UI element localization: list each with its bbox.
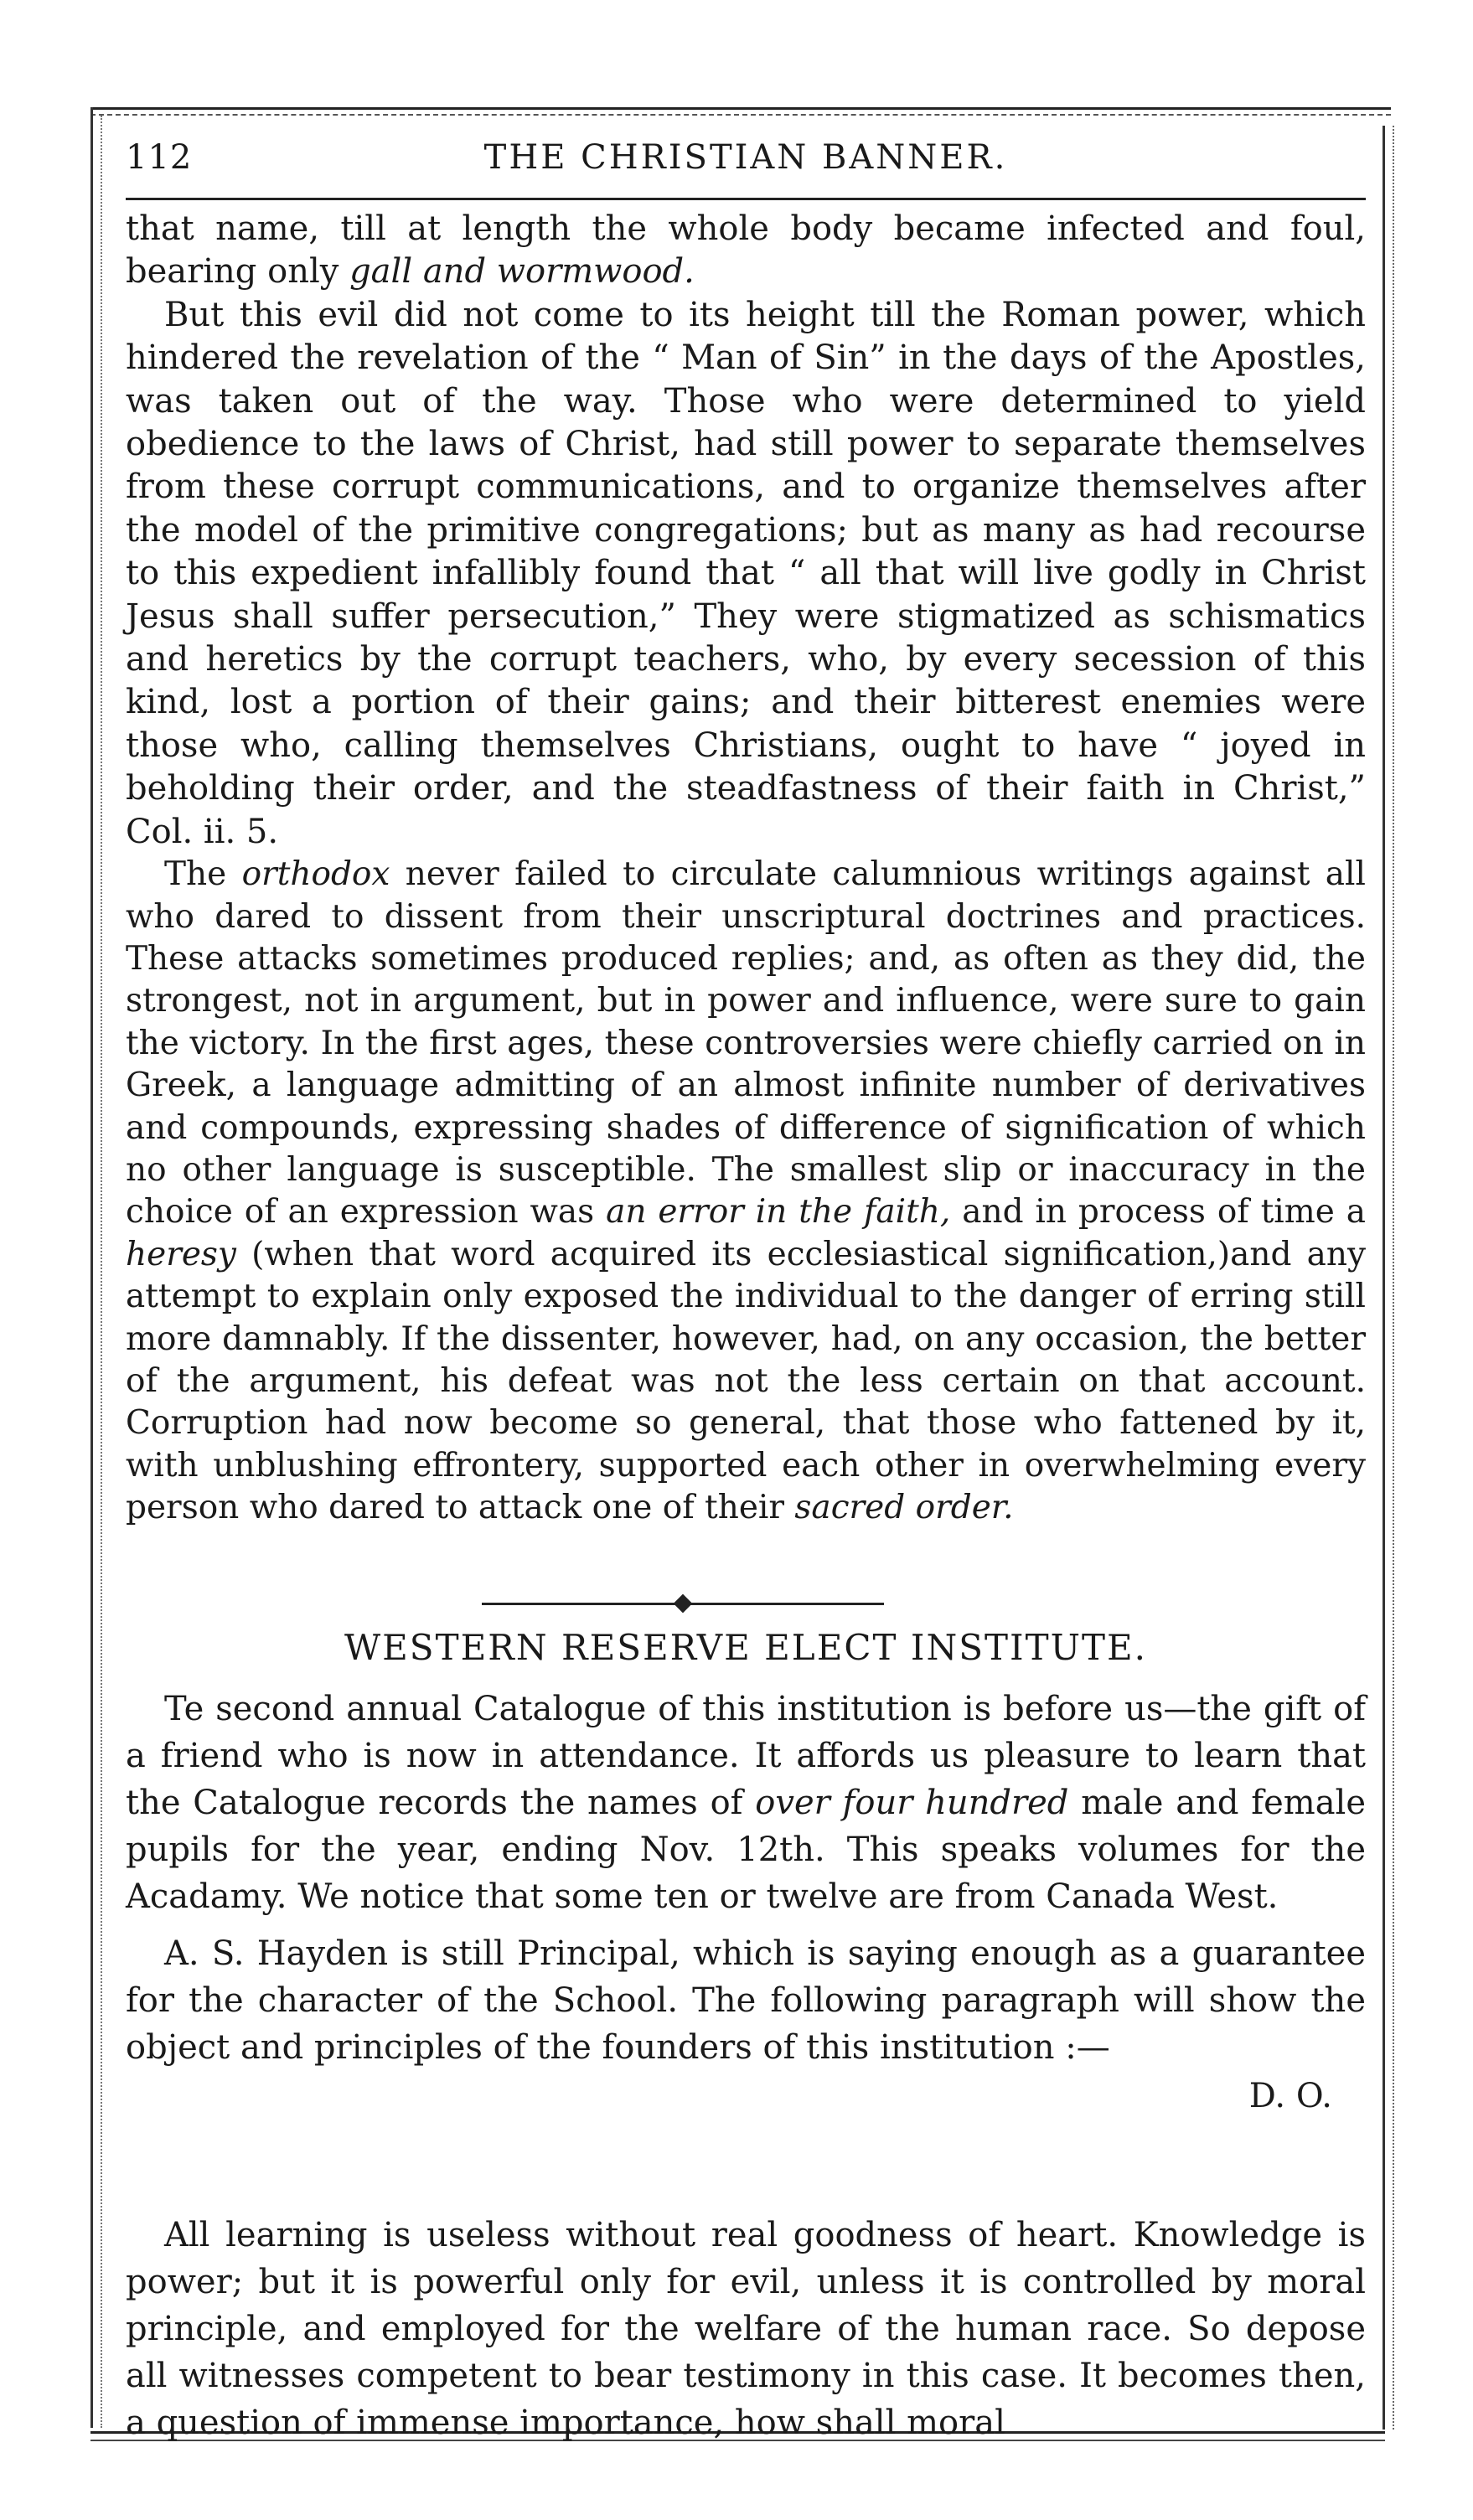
italic-run: gall and wormwood. — [349, 252, 695, 292]
paragraph-catalogue — [126, 1686, 1366, 1920]
divider-diamond — [674, 1594, 693, 1614]
frame-rule-left — [90, 107, 93, 2428]
article-body — [126, 1686, 1366, 2120]
text-run: that name, till at length the whole body became infected and foul, bearing only — [126, 209, 1366, 292]
frame-rule-top-dashed — [90, 114, 1391, 116]
paragraph-principal: A. S. Hayden is still Principal, which is saying enough as a guarantee for the character of the School. The following paragraph will show the object and principles of the founders of this institution :— — [126, 1934, 1366, 2067]
frame-rule-right-dotted — [1393, 126, 1394, 2430]
paragraph-orthodox — [126, 854, 1366, 1530]
italic-run: over four hundred — [755, 1784, 1069, 1822]
paragraph-roman-power: But this evil did not come to its height till the Roman power, which hindered the revelation of the “ Man of Sin” in the days of the Apostles, was taken out of the way. Those who were determined to yield obedience to the laws of Christ, had still power to separate themselves from these corrupt communications, and to organize themselves after the model of the primitive congregations; but as many as had recourse to this expedient infallibly found that “ all that will live godly in Christ Jesus shall suffer persecution,” They were stigmatized as schismatics and heretics by the corrupt teachers, who, by every secession of this kind, lost a portion of their gains; and their bitterest enemies were those who, calling themselves Christians, ought to have “ joyed in beholding their order, and the steadfastness of their faith in Christ,” Col. ii. 5. — [126, 295, 1366, 851]
text-run: (when that word acquired its ecclesiastical signification,)and any attempt to explain only exposed the individual to the danger of erring still more damnably. If the dissenter, however, had, on any occasion, the better of the argument, his defeat was not the less certain on that account. Corruption had now become so general, that those who fattened by it, with unblushing effrontery, supported each other in overwhelming every person who dared to attack one of their — [126, 1235, 1366, 1527]
italic-run: an error in the faith, — [606, 1193, 951, 1232]
paragraph-learning: All learning is useless without real goodness of heart. Knowledge is power; but it is powerful only for evil, unless it is controlled by moral principle, and employed for the welfare of the human race. So depose all witnesses competent to bear testimony in this case. It becomes then, a question of immense importance, how shall moral — [126, 2216, 1366, 2442]
text-run: male and female pupils for the year, ending Nov. 12th. This speaks volumes for the Acadamy. We notice that some ten or twelve are from Canada West. — [126, 1784, 1367, 1916]
header-rule — [126, 198, 1366, 200]
article-quote — [126, 2212, 1366, 2446]
page-number: 112 — [126, 138, 193, 177]
italic-run: orthodox — [241, 855, 390, 894]
italic-run: sacred order. — [794, 1489, 1014, 1527]
signature: D. O. — [1248, 2077, 1332, 2115]
body-column — [126, 208, 1366, 1530]
running-head: THE CHRISTIAN BANNER. — [483, 138, 1008, 177]
text-run: The — [164, 855, 242, 894]
frame-rule-top — [90, 107, 1391, 110]
section-divider — [482, 1596, 884, 1613]
paragraph-continuation — [126, 208, 1366, 294]
page-header — [126, 138, 1366, 188]
text-run: Te second annual Catalogue of this institution is before us—the gift of a friend who is now in attendance. It affords us pleasure to learn that the Catalogue records the names of — [126, 1690, 1366, 1822]
italic-run: heresy — [126, 1235, 236, 1273]
text-run: and in process of time a — [950, 1193, 1366, 1232]
text-run: never failed to circulate calumnious writings against all who dared to dissent from their unscriptural doctrines and practices. These attacks sometimes produced replies; and, as often as they did, the strongest, not in argument, but in power and influence, were sure to gain the victory. In the first ages, these controversies were chiefly carried on in Greek, a language admitting of an almost infinite number of derivatives and compounds, expressing shades of difference of signification of which no other language is susceptible. The smallest slip or inaccuracy in the choice of an expression was — [126, 855, 1366, 1232]
frame-rule-right — [1383, 126, 1385, 2430]
frame-rule-left-dotted — [101, 116, 102, 2428]
article-title: WESTERN RESERVE ELECT INSTITUTE. — [344, 1627, 1148, 1668]
